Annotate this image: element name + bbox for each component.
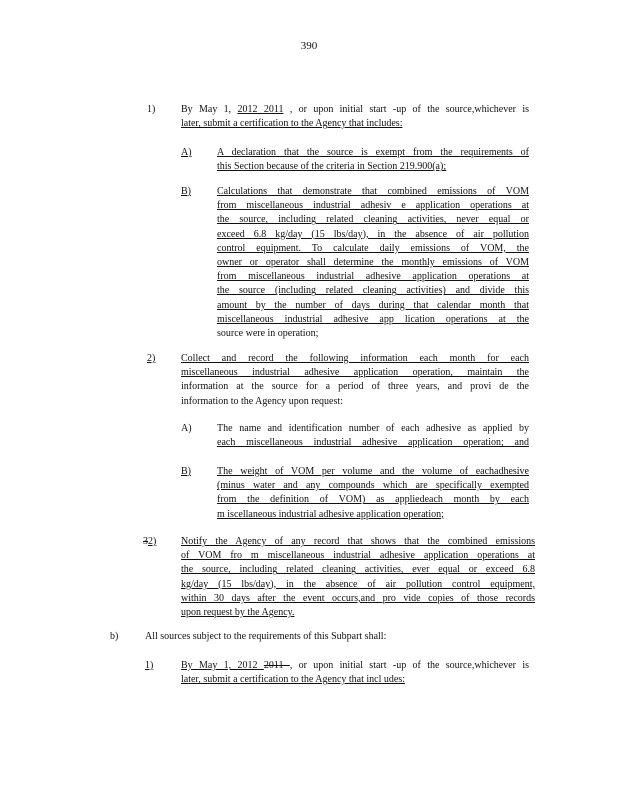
- inserted-text: 2): [148, 536, 157, 547]
- text-line: the source, including related cleaning activities, never equal or: [217, 214, 529, 226]
- text-line: of VOM fro m miscellaneous industrial adhesive application operations at: [181, 550, 535, 562]
- text-line: The weight of VOM per volume and the volume of eachadhesive: [217, 466, 529, 477]
- text-line: information to the Agency upon request:: [181, 395, 343, 407]
- text-line: from miscellaneous industrial adhesiv e application operations at: [217, 200, 529, 212]
- text-line: (minus water and any compounds which are specifically exempted: [217, 480, 529, 492]
- inserted-text: 2012 2011: [237, 104, 284, 115]
- text-line: information at the source for a period of three years, and provi de the: [181, 381, 529, 393]
- item-3-text: [181, 535, 535, 620]
- item-1b-text: [217, 185, 529, 341]
- text-line: All sources subject to the requirements of this Subpart shall:: [145, 631, 387, 642]
- text-line: this Section because of the criteria in Section 219.900(a);: [217, 161, 447, 173]
- item-2b-text: [217, 465, 529, 522]
- text-line: later, submit a certification to the Agency that includes:: [181, 118, 403, 130]
- text-line: the source, including related cleaning activities, ever equal or exceed 6.8: [181, 564, 535, 576]
- text-line: each miscellaneous industrial adhesive application operation; and: [217, 437, 529, 449]
- text-line: from the definition of VOM) as appliedeach month by each: [217, 494, 529, 506]
- text-segment: By May 1,: [181, 104, 238, 115]
- text-line: A declaration that the source is exempt from the requirements of: [217, 147, 529, 158]
- text-line: miscellaneous industrial adhesive app lication operations at the: [217, 313, 529, 325]
- item-1-text: [181, 103, 529, 131]
- text-line: The name and identification number of each adhesive as applied by: [217, 423, 529, 434]
- list-marker: B): [181, 466, 191, 477]
- text-line: exceed 6.8 kg/day (15 lbs/day), in the absence of air pollution: [217, 228, 529, 240]
- list-marker: A): [181, 147, 192, 158]
- section-b-item-1-text: [181, 659, 529, 687]
- list-marker: [143, 535, 156, 549]
- list-marker: B): [181, 186, 191, 197]
- page-number: 390: [300, 40, 318, 52]
- list-marker: A): [181, 423, 192, 434]
- text-line: later, submit a certification to the Agency that incl udes:: [181, 674, 405, 686]
- text-line: amount by the number of days during that calendar month that: [217, 299, 529, 311]
- list-marker: 1): [147, 104, 156, 115]
- text-line: Notify the Agency of any record that shows that the combined emissions: [181, 536, 535, 547]
- item-2-text: [181, 352, 529, 409]
- item-1a-text: [217, 146, 529, 174]
- text-line: Collect and record the following information each month for each: [181, 353, 529, 364]
- text-line: m iscellaneous industrial adhesive application operation;: [217, 508, 444, 520]
- list-marker: 1): [145, 660, 154, 671]
- text-line: owner or operator shall determine the monthly emissions of VOM: [217, 257, 529, 269]
- text-line: the source (including related cleaning activities) and divide this: [217, 285, 529, 297]
- text-line: within 30 days after the event occurs,and pro vide copies of those records: [181, 592, 535, 604]
- text-line: source were in operation;: [217, 328, 319, 340]
- text-segment: , or upon initial start -up of the source,whichever is: [289, 660, 529, 671]
- text-line: [181, 659, 529, 673]
- list-marker: 2): [147, 353, 156, 364]
- text-line: miscellaneous industrial adhesive application operation, maintain the: [181, 367, 529, 379]
- text-line: upon request by the Agency.: [181, 607, 295, 619]
- item-2a-text: [217, 422, 529, 450]
- deleted-text: 3: [143, 536, 148, 547]
- text-line: control equipment. To calculate daily emissions of VOM, the: [217, 242, 529, 254]
- text-line: from miscellaneous industrial adhesive application operations at: [217, 271, 529, 283]
- inserted-text: By May 1, 2012: [181, 660, 264, 671]
- deleted-text: 2011: [263, 660, 290, 671]
- list-marker: b): [110, 631, 119, 642]
- text-line: kg/day (15 lbs/day), in the absence of air pollution control equipment,: [181, 578, 535, 590]
- section-b-text: [145, 630, 445, 644]
- text-segment: , or upon initial start -up of the source,whichever is: [283, 104, 529, 115]
- text-line: [181, 103, 529, 117]
- text-line: Calculations that demonstrate that combined emissions of VOM: [217, 186, 529, 197]
